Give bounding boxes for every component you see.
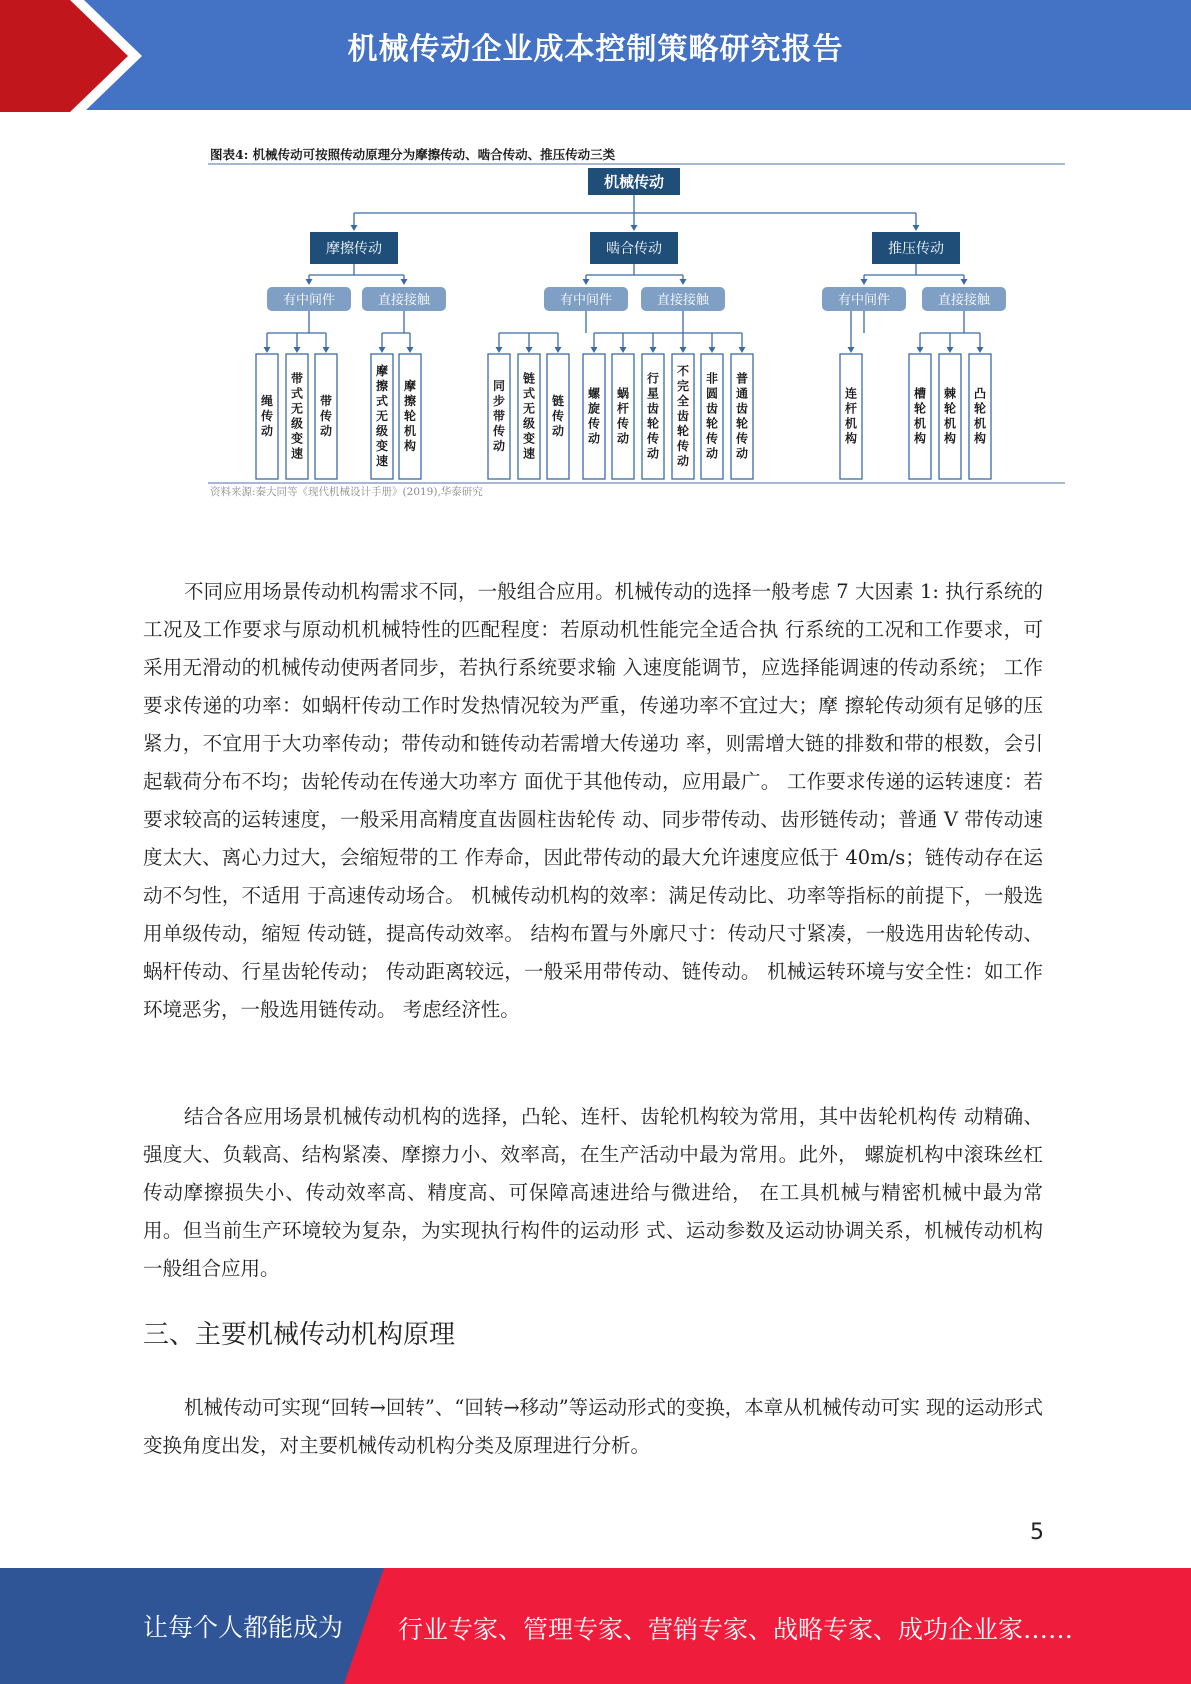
leaf-node-label: 摩擦式无级变速	[375, 364, 389, 468]
group-node-label: 啮合传动	[606, 241, 662, 257]
leaf-node-label: 链传动	[551, 394, 565, 438]
page-number: 5	[1030, 1520, 1044, 1545]
arrow-to-sub	[401, 279, 408, 285]
arrow-to-leaf	[917, 347, 924, 353]
arrow-to-leaf	[264, 347, 271, 353]
arrow-to-leaf	[555, 347, 562, 353]
arrow-to-leaf	[496, 347, 503, 353]
arrow-to-leaf	[591, 347, 598, 353]
arrow-to-leaf	[947, 347, 954, 353]
leaf-node-label: 同步带传动	[492, 379, 506, 453]
arrow-to-leaf	[977, 347, 984, 353]
arrow-to-sub	[306, 279, 313, 285]
arrow-to-group	[913, 225, 920, 231]
header-title: 机械传动企业成本控制策略研究报告	[347, 32, 844, 67]
sub-node-label: 有中间件	[837, 293, 891, 308]
sub-node-label: 直接接触	[377, 293, 431, 308]
leaf-node-label: 棘轮机构	[943, 386, 957, 446]
leaf-node-label: 非圆齿轮传动	[705, 371, 719, 461]
paragraph-selection-factors: 不同应用场景传动机构需求不同，一般组合应用。机械传动的选择一般考虑 7 大因素 1: 执行系统的工况及工作要求与原动机机械特性的匹配程度：若原动机性能完全适合执 行系统的工况和工作要求，可采用无滑动的机械传动使两者同步，若执行系统要求输 入速度能调节，应选择能调速的传动系统； 工作要求传递的功率：如蜗杆传动工作时发热情况较为严重，传递功率不宜过大；摩 擦轮传动须有足够的压紧力，不宜用于大功率传动；带传动和链传动若需增大传递功 率，则需增大链的排数和带的根数，会引起载荷分布不均；齿轮传动在传递大功率方 面优于其他传动，应用最广。 工作要求传递的运转速度：若要求较高的运转速度，一般采用高精度直齿圆柱齿轮传 动、同步带传动、齿形链传动；普通 V 带传动速度太大、离心力过大，会缩短带的工 作寿命，因此带传动的最大允许速度应低于 40m/s；链传动存在运动不匀性，不适用 于高速传动场合。 机械传动机构的效率：满足传动比、功率等指标的前提下，一般选用单级传动，缩短 传动链，提高传动效率。 结构布置与外廓尺寸：传动尺寸紧凑，一般选用齿轮传动、蜗杆传动、行星齿轮传动； 传动距离较远，一般采用带传动、链传动。 机械运转环境与安全性：如工作环境恶劣，一般选用链传动。 考虑经济性。	[143, 580, 1043, 1021]
sub-node-label: 直接接触	[656, 293, 710, 308]
arrow-to-leaf	[848, 347, 855, 353]
leaf-node-label: 连杆机构	[844, 386, 858, 446]
arrow-to-leaf	[526, 347, 533, 353]
leaf-node-label: 蜗杆传动	[616, 386, 630, 446]
transmission-classification-diagram	[0, 0, 1191, 520]
arrow-to-group	[631, 225, 638, 231]
arrow-to-leaf	[379, 347, 386, 353]
leaf-node-label: 摩擦轮机构	[403, 379, 417, 453]
figure-caption: 图表4: 机械传动可按照传动原理分为摩擦传动、啮合传动、推压传动三类	[210, 147, 616, 162]
sub-node-label: 直接接触	[937, 293, 991, 308]
sub-node-label: 有中间件	[559, 293, 613, 308]
arrow-to-sub	[680, 279, 687, 285]
paragraph-combined-application: 结合各应用场景机械传动机构的选择，凸轮、连杆、齿轮机构较为常用，其中齿轮机构传 动精确、强度大、负载高、结构紧凑、摩擦力小、效率高，在生产活动中最为常用。此外， 螺旋机构中滚珠丝杠传动摩擦损失小、传动效率高、精度高、可保障高速进给与微进给， 在工具机械与精密机械中最为常用。但当前生产环境较为复杂，为实现执行构件的运动形 式、运动参数及运动协调关系，机械传动机构一般组合应用。	[143, 1105, 1043, 1280]
arrow-to-leaf	[323, 347, 330, 353]
arrow-to-group	[351, 225, 358, 231]
arrow-to-leaf	[294, 347, 301, 353]
figure-source: 资料来源:秦大同等《现代机械设计手册》(2019),华泰研究	[210, 486, 483, 498]
leaf-node-label: 槽轮机构	[913, 386, 927, 446]
paragraph-chapter-intro: 机械传动可实现“回转→回转”、“回转→移动”等运动形式的变换，本章从机械传动可实 现的运动形式变换角度出发，对主要机械传动机构分类及原理进行分析。	[143, 1396, 1043, 1457]
leaf-node-label: 普通齿轮传动	[735, 371, 749, 461]
leaf-node-label: 带式无级变速	[290, 371, 304, 461]
leaf-node-label: 绳传动	[260, 394, 274, 438]
footer-slogan-right: 行业专家、管理专家、营销专家、战略专家、成功企业家……	[398, 1615, 1074, 1644]
arrow-to-sub	[961, 279, 968, 285]
group-node-label: 推压传动	[888, 241, 944, 257]
footer-slogan-left: 让每个人都能成为	[143, 1613, 344, 1642]
arrow-to-leaf	[680, 347, 687, 353]
arrow-to-sub	[583, 279, 590, 285]
arrow-to-leaf	[709, 347, 716, 353]
leaf-node-label: 带传动	[319, 394, 333, 438]
leaf-node-label: 不完全齿轮传动	[676, 364, 690, 468]
sub-node-label: 有中间件	[282, 293, 336, 308]
leaf-node-label: 螺旋传动	[587, 386, 601, 446]
leaf-node-label: 链式无级变速	[522, 371, 536, 461]
section-title: 三、主要机械传动机构原理	[143, 1320, 456, 1350]
root-node-label: 机械传动	[603, 173, 665, 191]
arrow-to-leaf	[407, 347, 414, 353]
arrow-to-leaf	[650, 347, 657, 353]
arrow-to-leaf	[739, 347, 746, 353]
group-node-label: 摩擦传动	[326, 241, 382, 257]
leaf-node-label: 凸轮机构	[973, 386, 987, 446]
arrow-to-sub	[861, 279, 868, 285]
leaf-node-label: 行星齿轮传动	[646, 371, 660, 461]
arrow-to-leaf	[620, 347, 627, 353]
